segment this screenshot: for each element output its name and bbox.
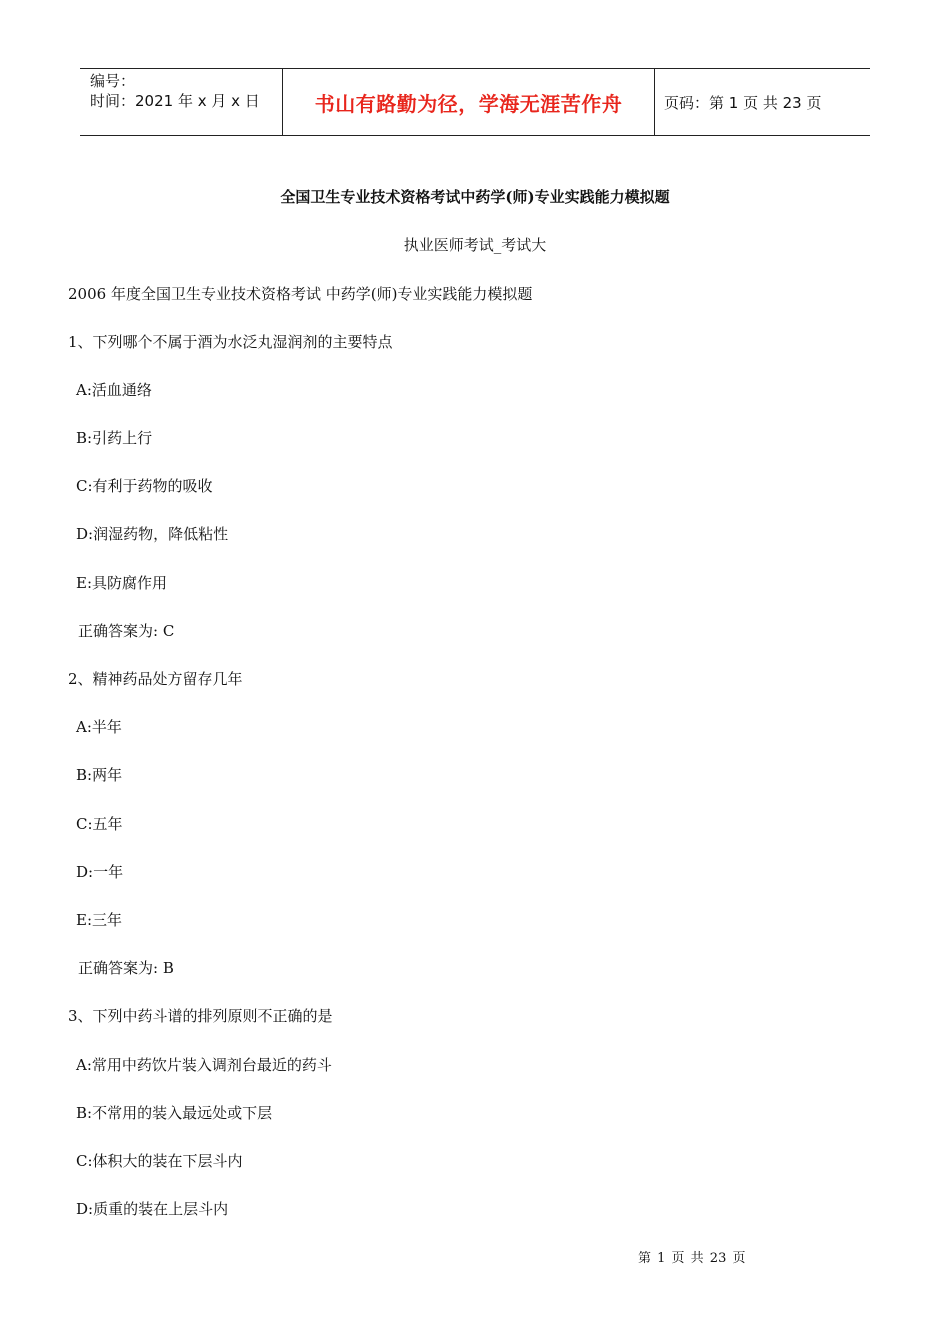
option-3-d: D:质重的装在上层斗内 bbox=[76, 1200, 229, 1218]
option-3-c: C:体积大的装在下层斗内 bbox=[76, 1152, 243, 1170]
document-source: 执业医师考试_考试大 bbox=[403, 236, 547, 254]
question-2: 2、精神药品处方留存几年 bbox=[68, 670, 243, 688]
option-1-a: A:活血通络 bbox=[76, 381, 152, 399]
header-page-info: 页码：第 1 页 共 23 页 bbox=[664, 93, 822, 112]
document-intro: 2006 年度全国卫生专业技术资格考试 中药学(师)专业实践能力模拟题 bbox=[68, 285, 533, 303]
option-2-b: B:两年 bbox=[76, 766, 123, 784]
option-1-b: B:引药上行 bbox=[76, 429, 153, 447]
header-motto: 书山有路勤为径，学海无涯苦作舟 bbox=[282, 69, 655, 135]
answer-2: 正确答案为: B bbox=[78, 959, 174, 977]
number-label: 编号： bbox=[90, 72, 136, 90]
option-2-a: A:半年 bbox=[76, 718, 122, 736]
option-2-e: E:三年 bbox=[76, 911, 123, 929]
option-1-d: D:润湿药物，降低粘性 bbox=[76, 525, 229, 543]
option-1-c: C:有利于药物的吸收 bbox=[76, 477, 213, 495]
time-label: 时间：2021 年 x 月 x 日 bbox=[90, 92, 260, 110]
answer-1: 正确答案为: C bbox=[78, 622, 175, 640]
page-header bbox=[80, 68, 870, 136]
option-2-d: D:一年 bbox=[76, 863, 124, 881]
header-meta-cell bbox=[80, 69, 282, 135]
document-title: 全国卫生专业技术资格考试中药学(师)专业实践能力模拟题 bbox=[280, 188, 670, 206]
option-3-b: B:不常用的装入最远处或下层 bbox=[76, 1104, 273, 1122]
page-footer: 第 1 页 共 23 页 bbox=[638, 1251, 746, 1266]
option-1-e: E:具防腐作用 bbox=[76, 574, 168, 592]
question-1: 1、下列哪个不属于酒为水泛丸湿润剂的主要特点 bbox=[68, 333, 393, 351]
question-3: 3、下列中药斗谱的排列原则不正确的是 bbox=[68, 1007, 333, 1025]
option-2-c: C:五年 bbox=[76, 815, 123, 833]
option-3-a: A:常用中药饮片装入调剂台最近的药斗 bbox=[76, 1056, 332, 1074]
